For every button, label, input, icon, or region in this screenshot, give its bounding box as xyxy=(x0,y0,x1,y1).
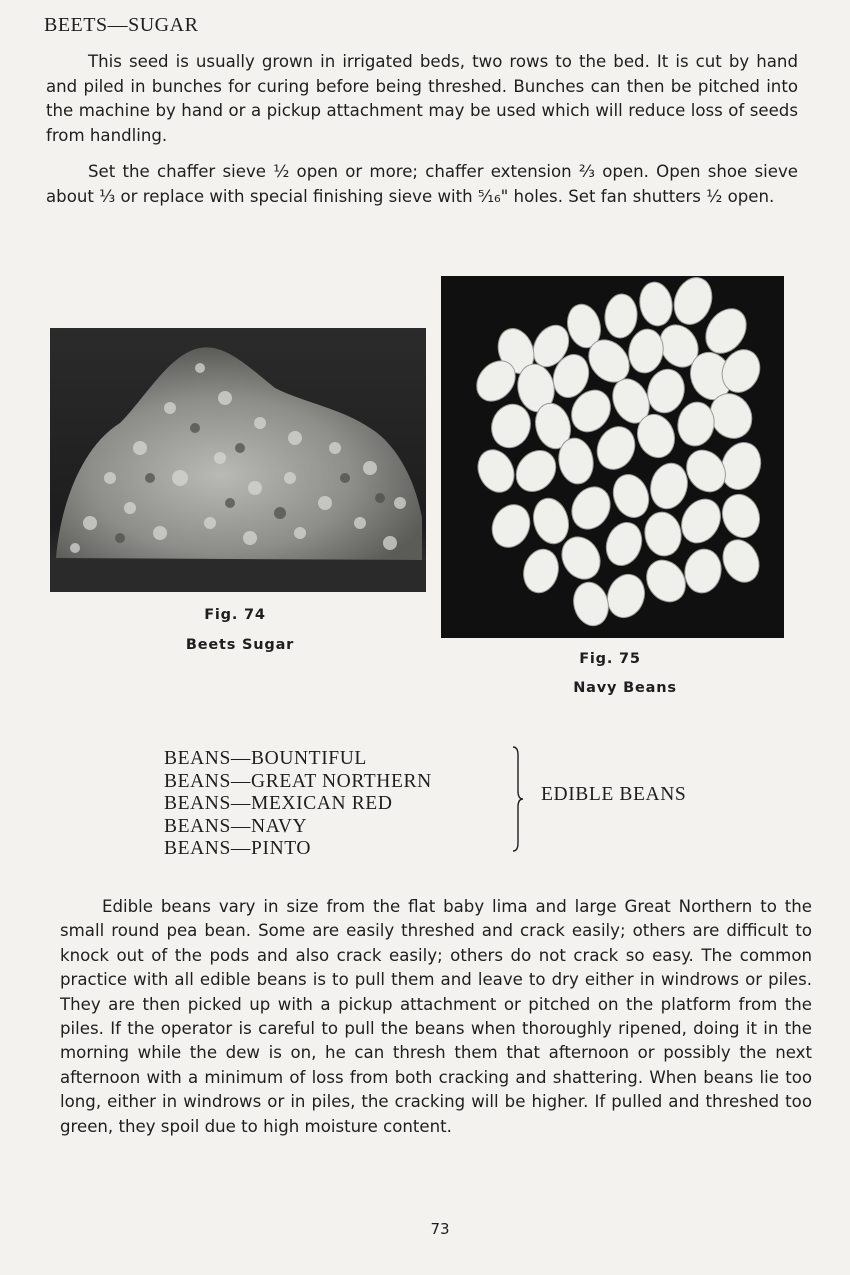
edible-beans-paragraph: Edible beans vary in size from the flat baby lima and large Great Northern to the small round pea bean. Some are easily threshed and crack easily; others are difficult to knock out of the pods and also crack easily; others do not crack so easy. The common practice with all edible beans is to pull them and leave to dry either in windrows or piles. They are then picked up with a pickup attachment or pitched on the platform from the piles. If the operator is careful to pull the beans when thoroughly ripened, doing it in the morning while the dew is on, he can thresh them that afternoon or possibly the next afternoon with a minimum of loss from both cracking and shattering. When beans lie too long, either in windrows or in piles, the cracking will be higher. If pulled and threshed too green, they spoil due to high moisture content. xyxy=(60,897,812,1136)
bean-variety-item: BEANS—NAVY xyxy=(164,815,308,837)
bean-variety-item: BEANS—GREAT NORTHERN xyxy=(164,770,432,792)
page-number: 73 xyxy=(430,1220,450,1238)
bean-varieties-list xyxy=(164,748,432,861)
fig74-number: Fig. 74 xyxy=(204,607,266,623)
beets-paragraph-1: This seed is usually grown in irrigated beds, two rows to the bed. It is cut by hand and piled in bunches for curing before being threshed. Bunches can then be pitched into the machine by hand or a pickup attachment may be used which will reduce loss of seeds from handling. xyxy=(46,52,798,145)
section-heading: BEETS—SUGAR xyxy=(44,14,199,36)
fig74-caption: Beets Sugar xyxy=(185,637,295,653)
bean-variety-item: BEANS—BOUNTIFUL xyxy=(164,748,367,769)
edible-beans-label: EDIBLE BEANS xyxy=(541,784,687,805)
beets-paragraph-2: Set the chaffer sieve ½ open or more; chaffer extension ⅔ open. Open shoe sieve about ⅓ or replace with special finishing sieve with ⁵⁄₁₆" holes. Set fan shutters ½ open. xyxy=(46,162,798,206)
bean-variety-item: BEANS—MEXICAN RED xyxy=(164,793,393,814)
bean-variety-item: BEANS—PINTO xyxy=(164,838,312,859)
navy-beans-photo xyxy=(441,276,784,638)
fig75-number: Fig. 75 xyxy=(579,651,641,667)
fig75-caption: Navy Beans xyxy=(573,680,677,696)
beet-seed-photo xyxy=(50,328,426,592)
grouping-brace xyxy=(512,745,524,853)
